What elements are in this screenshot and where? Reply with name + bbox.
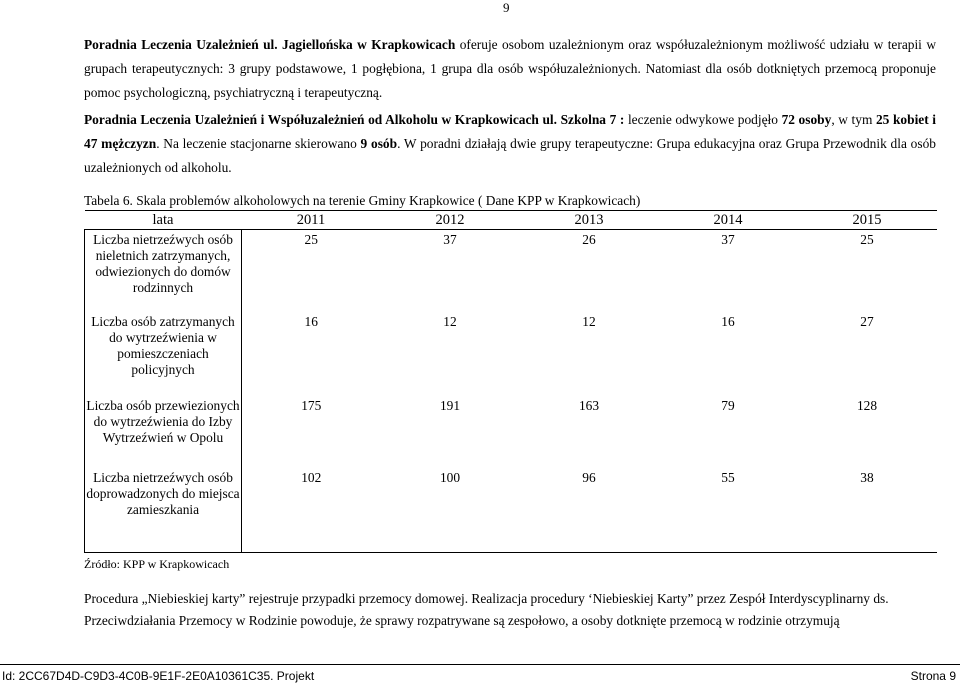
table-cell: 25	[860, 232, 874, 247]
table-cell: 55	[659, 470, 798, 553]
table-row	[85, 314, 937, 396]
table-row	[85, 396, 937, 470]
paragraph-text: . W poradni działają dwie grupy terapeutyczne: Grupa edukacyjna oraz Grupa Przewodnik dla osób uzależnionych od alkoholu.	[84, 136, 936, 175]
page-footer	[0, 664, 960, 684]
bold-count-72: 72 osoby	[781, 112, 832, 127]
table-caption: Tabela 6. Skala problemów alkoholowych na terenie Gminy Krapkowice ( Dane KPP w Krapkowicach)	[84, 193, 641, 208]
table-source: Źródło: KPP w Krapkowicach	[84, 557, 230, 571]
table-cell: 175	[301, 398, 322, 413]
table-cell: 12	[582, 314, 596, 329]
header-cell-year: 2012	[381, 211, 520, 230]
table-header-row	[85, 211, 937, 230]
table-cell: 128	[856, 398, 878, 413]
table-cell: 79	[721, 398, 735, 413]
table-row	[85, 470, 937, 553]
paragraph-poradnia-jagiellonska	[84, 33, 936, 105]
paragraph-text: . Na leczenie stacjonarne skierowano	[156, 136, 361, 151]
paragraph-poradnia-szkolna	[84, 108, 936, 180]
table-cell: 37	[721, 232, 735, 247]
header-cell-year: 2013	[520, 211, 659, 230]
paragraph-text: , w tym	[831, 112, 876, 127]
table-cell: 96	[520, 470, 659, 553]
document-id: Id: 2CC67D4D-C9D3-4C0B-9E1F-2E0A10361C35. Projekt	[2, 669, 315, 683]
paragraph-text: leczenie odwykowe podjęło	[624, 112, 782, 127]
header-cell-year: 2015	[798, 211, 937, 230]
header-cell-year: 2014	[659, 211, 798, 230]
paragraph-line: Procedura „Niebieskiej karty” rejestruje przypadki przemocy domowej. Realizacja procedury ‘Niebieskiej Karty” przez Zespół Interdyscyplinarny ds.	[84, 591, 889, 606]
paragraph-text: oferuje osobom uzależnionym oraz współuzależnionym możliwość udziału w terapii w grupach terapeutycznych: 3 grupy podstawowe, 1 pogłębiona, 1 grupa dla osób współuzależnionych. Natomiast dla osób dotkniętych przemocą proponuje pomoc psychologiczną, psychiatryczną i terapeutyczną.	[84, 37, 936, 100]
bold-count-9: 9 osób	[360, 136, 398, 151]
table-cell: 26	[582, 232, 596, 247]
table-cell: 102	[242, 470, 381, 553]
table-cell: 16	[304, 314, 318, 329]
table-cell: 12	[443, 314, 457, 329]
table-row	[85, 230, 937, 315]
table-cell: 16	[721, 314, 735, 329]
row-label: Liczba osób przewiezionych do wytrzeźwienia do Izby Wytrzeźwień w Opolu	[85, 396, 242, 470]
bold-gender-split: 25 kobiet i 47 mężczyzn	[84, 112, 937, 151]
table-cell: 27	[860, 314, 874, 329]
footer-page-number: Strona 9	[910, 669, 956, 683]
row-label: Liczba nietrzeźwych osób nieletnich zatrzymanych, odwiezionych do domów rodzinnych	[85, 230, 242, 315]
table-cell: 191	[439, 398, 461, 413]
row-label: Liczba nietrzeźwych osób doprowadzonych do miejsca zamieszkania	[85, 470, 242, 553]
table-cell: 100	[381, 470, 520, 553]
paragraph-bold-lead: Poradnia Leczenia Uzależnień ul. Jagiellońska w Krapkowicach	[84, 37, 456, 52]
page-number-top: 9	[503, 0, 510, 15]
table-cell: 38	[798, 470, 937, 553]
table-cell: 37	[443, 232, 457, 247]
header-cell-years: lata	[85, 211, 242, 230]
alcohol-problems-table	[84, 210, 937, 553]
paragraph-bold-lead: Poradnia Leczenia Uzależnień i Współuzależnień od Alkoholu w Krapkowicach ul. Szkolna 7 :	[84, 112, 625, 127]
paragraph-line: Przeciwdziałania Przemocy w Rodzinie powoduje, że sprawy rozpatrywane są zespołowo, a osoby dotknięte przemocą w rodzinie otrzymują	[84, 613, 840, 628]
header-cell-year: 2011	[242, 211, 381, 230]
table-cell: 25	[304, 232, 318, 247]
paragraph-niebieska-karta	[84, 588, 944, 632]
row-label: Liczba osób zatrzymanych do wytrzeźwienia w pomieszczeniach policyjnych	[85, 314, 242, 396]
table-cell: 163	[578, 398, 600, 413]
